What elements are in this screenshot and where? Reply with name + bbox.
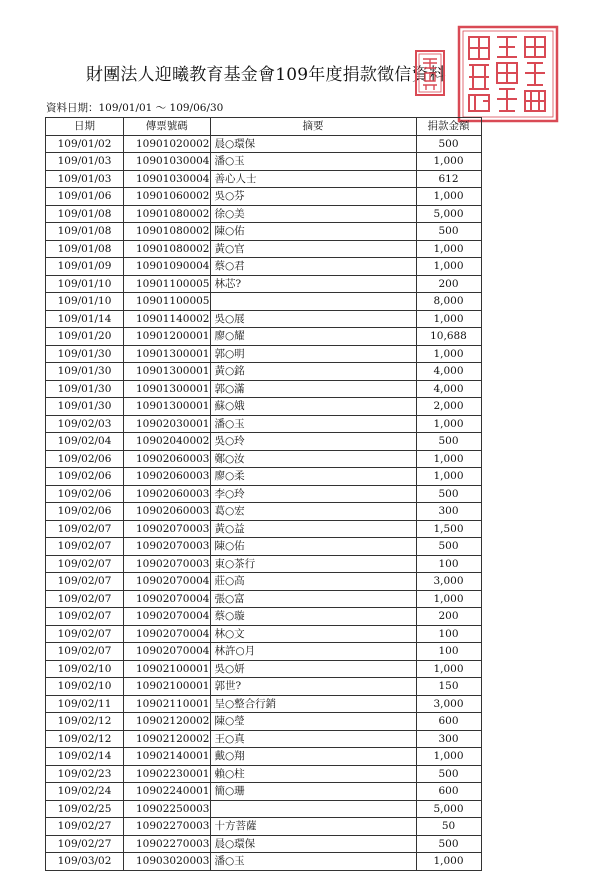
cell-summary: 十方菩薩 — [210, 818, 416, 836]
table-row — [46, 730, 482, 748]
cell-summary: 簡○珊 — [210, 783, 416, 801]
cell-amount: 1,000 — [416, 240, 481, 258]
cell-amount: 600 — [416, 783, 481, 801]
cell-voucher-number: 10901140002 — [124, 310, 211, 328]
cell-date: 109/01/10 — [46, 275, 124, 293]
cell-voucher-number: 10901080002 — [124, 205, 211, 223]
cell-date: 109/02/07 — [46, 573, 124, 591]
cell-amount: 200 — [416, 275, 481, 293]
cell-date: 109/02/25 — [46, 800, 124, 818]
cell-summary: 戴○翔 — [210, 748, 416, 766]
cell-amount: 150 — [416, 678, 481, 696]
column-header-amount: 捐款金額 — [416, 118, 481, 136]
cell-summary: 賴○柱 — [210, 765, 416, 783]
cell-date: 109/02/10 — [46, 678, 124, 696]
cell-summary: 李○玲 — [210, 485, 416, 503]
table-row — [46, 590, 482, 608]
cell-voucher-number: 10902040002 — [124, 433, 211, 451]
cell-summary: 晨○環保 — [210, 135, 416, 153]
table-row — [46, 503, 482, 521]
cell-date: 109/01/06 — [46, 188, 124, 206]
cell-date: 109/02/07 — [46, 555, 124, 573]
cell-voucher-number: 10903020003 — [124, 853, 211, 871]
cell-date: 109/02/12 — [46, 730, 124, 748]
cell-summary: 葛○宏 — [210, 503, 416, 521]
table-row — [46, 485, 482, 503]
cell-date: 109/01/03 — [46, 153, 124, 171]
cell-amount: 50 — [416, 818, 481, 836]
cell-voucher-number: 10901300001 — [124, 380, 211, 398]
cell-date: 109/02/12 — [46, 713, 124, 731]
column-header-date: 日期 — [46, 118, 124, 136]
cell-date: 109/01/08 — [46, 223, 124, 241]
cell-amount: 1,000 — [416, 415, 481, 433]
cell-summary: 吳○芬 — [210, 188, 416, 206]
cell-amount: 4,000 — [416, 363, 481, 381]
table-row — [46, 258, 482, 276]
cell-amount: 100 — [416, 625, 481, 643]
table-row — [46, 538, 482, 556]
table-row — [46, 713, 482, 731]
cell-voucher-number: 10902250003 — [124, 800, 211, 818]
cell-summary: 東○茶行 — [210, 555, 416, 573]
cell-date: 109/02/06 — [46, 503, 124, 521]
cell-date: 109/02/27 — [46, 835, 124, 853]
cell-summary — [210, 293, 416, 311]
table-row — [46, 625, 482, 643]
cell-voucher-number: 10901020002 — [124, 135, 211, 153]
cell-date: 109/02/10 — [46, 660, 124, 678]
cell-summary: 潘○玉 — [210, 415, 416, 433]
table-row — [46, 205, 482, 223]
cell-date: 109/01/20 — [46, 328, 124, 346]
cell-voucher-number: 10902120002 — [124, 730, 211, 748]
cell-summary: 蘇○娥 — [210, 398, 416, 416]
cell-amount: 10,688 — [416, 328, 481, 346]
table-row — [46, 818, 482, 836]
cell-amount: 1,000 — [416, 188, 481, 206]
cell-summary: 潘○玉 — [210, 153, 416, 171]
cell-amount: 500 — [416, 538, 481, 556]
cell-voucher-number: 10901200001 — [124, 328, 211, 346]
cell-summary: 黃○益 — [210, 520, 416, 538]
donation-table — [45, 117, 482, 871]
cell-amount: 1,000 — [416, 660, 481, 678]
table-row — [46, 398, 482, 416]
table-row — [46, 520, 482, 538]
cell-summary: 林許○月 — [210, 643, 416, 661]
cell-summary: 黃○官 — [210, 240, 416, 258]
cell-date: 109/02/07 — [46, 625, 124, 643]
cell-voucher-number: 10901300001 — [124, 345, 211, 363]
cell-voucher-number: 10902070004 — [124, 573, 211, 591]
cell-summary: 徐○美 — [210, 205, 416, 223]
table-header-row — [46, 118, 482, 136]
table-row — [46, 608, 482, 626]
cell-summary: 吳○展 — [210, 310, 416, 328]
cell-amount: 1,000 — [416, 590, 481, 608]
cell-date: 109/02/24 — [46, 783, 124, 801]
cell-amount: 300 — [416, 503, 481, 521]
cell-date: 109/02/14 — [46, 748, 124, 766]
cell-summary: 張○富 — [210, 590, 416, 608]
table-row — [46, 800, 482, 818]
table-row — [46, 748, 482, 766]
column-header-summary: 摘要 — [210, 118, 416, 136]
cell-voucher-number: 10902140001 — [124, 748, 211, 766]
cell-date: 109/03/02 — [46, 853, 124, 871]
cell-voucher-number: 10901080002 — [124, 240, 211, 258]
cell-date: 109/01/10 — [46, 293, 124, 311]
cell-amount: 4,000 — [416, 380, 481, 398]
cell-summary: 善心人士 — [210, 170, 416, 188]
cell-summary: 廖○柔 — [210, 468, 416, 486]
table-row — [46, 135, 482, 153]
cell-date: 109/01/30 — [46, 380, 124, 398]
cell-amount: 200 — [416, 608, 481, 626]
cell-date: 109/01/30 — [46, 398, 124, 416]
cell-amount: 3,000 — [416, 573, 481, 591]
cell-voucher-number: 10902030001 — [124, 415, 211, 433]
cell-amount: 1,000 — [416, 748, 481, 766]
table-row — [46, 170, 482, 188]
cell-voucher-number: 10902060003 — [124, 468, 211, 486]
table-row — [46, 345, 482, 363]
cell-date: 109/02/06 — [46, 468, 124, 486]
cell-voucher-number: 10902240001 — [124, 783, 211, 801]
cell-amount: 1,000 — [416, 310, 481, 328]
cell-summary: 林○文 — [210, 625, 416, 643]
cell-amount: 1,000 — [416, 153, 481, 171]
table-row — [46, 188, 482, 206]
cell-date: 109/01/14 — [46, 310, 124, 328]
cell-date: 109/02/11 — [46, 695, 124, 713]
cell-voucher-number: 10902270003 — [124, 835, 211, 853]
cell-voucher-number: 10902070004 — [124, 590, 211, 608]
cell-date: 109/02/07 — [46, 643, 124, 661]
cell-voucher-number: 10901080002 — [124, 223, 211, 241]
cell-date: 109/02/03 — [46, 415, 124, 433]
cell-voucher-number: 10901090004 — [124, 258, 211, 276]
cell-voucher-number: 10901060002 — [124, 188, 211, 206]
table-row — [46, 363, 482, 381]
cell-date: 109/01/03 — [46, 170, 124, 188]
table-row — [46, 275, 482, 293]
cell-voucher-number: 10902070003 — [124, 520, 211, 538]
cell-voucher-number: 10901300001 — [124, 363, 211, 381]
table-row — [46, 240, 482, 258]
column-header-voucher-number: 傳票號碼 — [124, 118, 211, 136]
cell-date: 109/02/23 — [46, 765, 124, 783]
cell-amount: 500 — [416, 223, 481, 241]
cell-amount: 100 — [416, 555, 481, 573]
cell-summary: 陳○瑩 — [210, 713, 416, 731]
cell-voucher-number: 10902070003 — [124, 555, 211, 573]
table-row — [46, 328, 482, 346]
cell-voucher-number: 10902070004 — [124, 608, 211, 626]
cell-date: 109/01/30 — [46, 363, 124, 381]
cell-summary: 廖○耀 — [210, 328, 416, 346]
cell-voucher-number: 10902060003 — [124, 485, 211, 503]
cell-amount: 600 — [416, 713, 481, 731]
cell-amount: 500 — [416, 765, 481, 783]
cell-voucher-number: 10902100001 — [124, 678, 211, 696]
cell-amount: 1,000 — [416, 345, 481, 363]
cell-date: 109/02/07 — [46, 608, 124, 626]
cell-summary: 林芯? — [210, 275, 416, 293]
table-row — [46, 223, 482, 241]
cell-amount: 5,000 — [416, 205, 481, 223]
cell-date: 109/02/07 — [46, 538, 124, 556]
cell-summary: 吳○玲 — [210, 433, 416, 451]
table-row — [46, 660, 482, 678]
cell-date: 109/02/04 — [46, 433, 124, 451]
table-row — [46, 573, 482, 591]
cell-amount: 5,000 — [416, 800, 481, 818]
cell-amount: 100 — [416, 643, 481, 661]
table-row — [46, 783, 482, 801]
cell-date: 109/01/09 — [46, 258, 124, 276]
cell-voucher-number: 10902110001 — [124, 695, 211, 713]
cell-amount: 1,000 — [416, 468, 481, 486]
cell-voucher-number: 10902070004 — [124, 625, 211, 643]
cell-voucher-number: 10902060003 — [124, 503, 211, 521]
cell-voucher-number: 10902070003 — [124, 538, 211, 556]
data-period-label: 資料日期：109/01/01 ～ 109/06/30 — [46, 102, 224, 114]
cell-summary: 呈○整合行銷 — [210, 695, 416, 713]
cell-summary: 潘○玉 — [210, 853, 416, 871]
table-row — [46, 468, 482, 486]
cell-date: 109/02/27 — [46, 818, 124, 836]
cell-summary: 王○真 — [210, 730, 416, 748]
cell-amount: 500 — [416, 485, 481, 503]
cell-summary: 郭○滿 — [210, 380, 416, 398]
cell-summary: 郭世? — [210, 678, 416, 696]
cell-voucher-number: 10901030004 — [124, 170, 211, 188]
cell-summary: 莊○高 — [210, 573, 416, 591]
table-row — [46, 853, 482, 871]
cell-summary: 陳○佑 — [210, 538, 416, 556]
cell-amount: 500 — [416, 835, 481, 853]
table-row — [46, 433, 482, 451]
cell-voucher-number: 10902060003 — [124, 450, 211, 468]
table-row — [46, 835, 482, 853]
cell-summary: 郭○明 — [210, 345, 416, 363]
table-row — [46, 765, 482, 783]
cell-date: 109/02/06 — [46, 485, 124, 503]
table-row — [46, 153, 482, 171]
table-row — [46, 415, 482, 433]
cell-date: 109/02/06 — [46, 450, 124, 468]
cell-voucher-number: 10902230001 — [124, 765, 211, 783]
table-row — [46, 678, 482, 696]
cell-amount: 8,000 — [416, 293, 481, 311]
cell-amount: 612 — [416, 170, 481, 188]
seal-stamp-large — [457, 25, 559, 123]
cell-date: 109/01/30 — [46, 345, 124, 363]
page-title: 財團法人迎曦教育基金會109年度捐款徵信資料 — [86, 65, 446, 85]
cell-date: 109/01/08 — [46, 205, 124, 223]
cell-summary: 吳○妍 — [210, 660, 416, 678]
cell-summary — [210, 800, 416, 818]
cell-date: 109/01/02 — [46, 135, 124, 153]
cell-date: 109/01/08 — [46, 240, 124, 258]
table-row — [46, 643, 482, 661]
cell-summary: 晨○環保 — [210, 835, 416, 853]
cell-voucher-number: 10902070004 — [124, 643, 211, 661]
cell-voucher-number: 10902120002 — [124, 713, 211, 731]
cell-voucher-number: 10901100005 — [124, 293, 211, 311]
cell-amount: 1,000 — [416, 450, 481, 468]
cell-summary: 蔡○君 — [210, 258, 416, 276]
cell-voucher-number: 10901100005 — [124, 275, 211, 293]
cell-amount: 300 — [416, 730, 481, 748]
table-row — [46, 450, 482, 468]
cell-amount: 1,000 — [416, 258, 481, 276]
table-row — [46, 555, 482, 573]
cell-amount: 2,000 — [416, 398, 481, 416]
table-row — [46, 310, 482, 328]
table-row — [46, 380, 482, 398]
cell-voucher-number: 10901300001 — [124, 398, 211, 416]
cell-summary: 蔡○璇 — [210, 608, 416, 626]
seal-stamp-small — [415, 50, 445, 96]
cell-date: 109/02/07 — [46, 590, 124, 608]
cell-summary: 鄭○汝 — [210, 450, 416, 468]
cell-amount: 500 — [416, 433, 481, 451]
cell-amount: 1,000 — [416, 853, 481, 871]
cell-summary: 黃○銘 — [210, 363, 416, 381]
table-row — [46, 695, 482, 713]
cell-date: 109/02/07 — [46, 520, 124, 538]
cell-voucher-number: 10902270003 — [124, 818, 211, 836]
cell-amount: 1,500 — [416, 520, 481, 538]
cell-summary: 陳○佑 — [210, 223, 416, 241]
cell-amount: 3,000 — [416, 695, 481, 713]
cell-voucher-number: 10901030004 — [124, 153, 211, 171]
cell-voucher-number: 10902100001 — [124, 660, 211, 678]
table-row — [46, 293, 482, 311]
cell-amount: 500 — [416, 135, 481, 153]
